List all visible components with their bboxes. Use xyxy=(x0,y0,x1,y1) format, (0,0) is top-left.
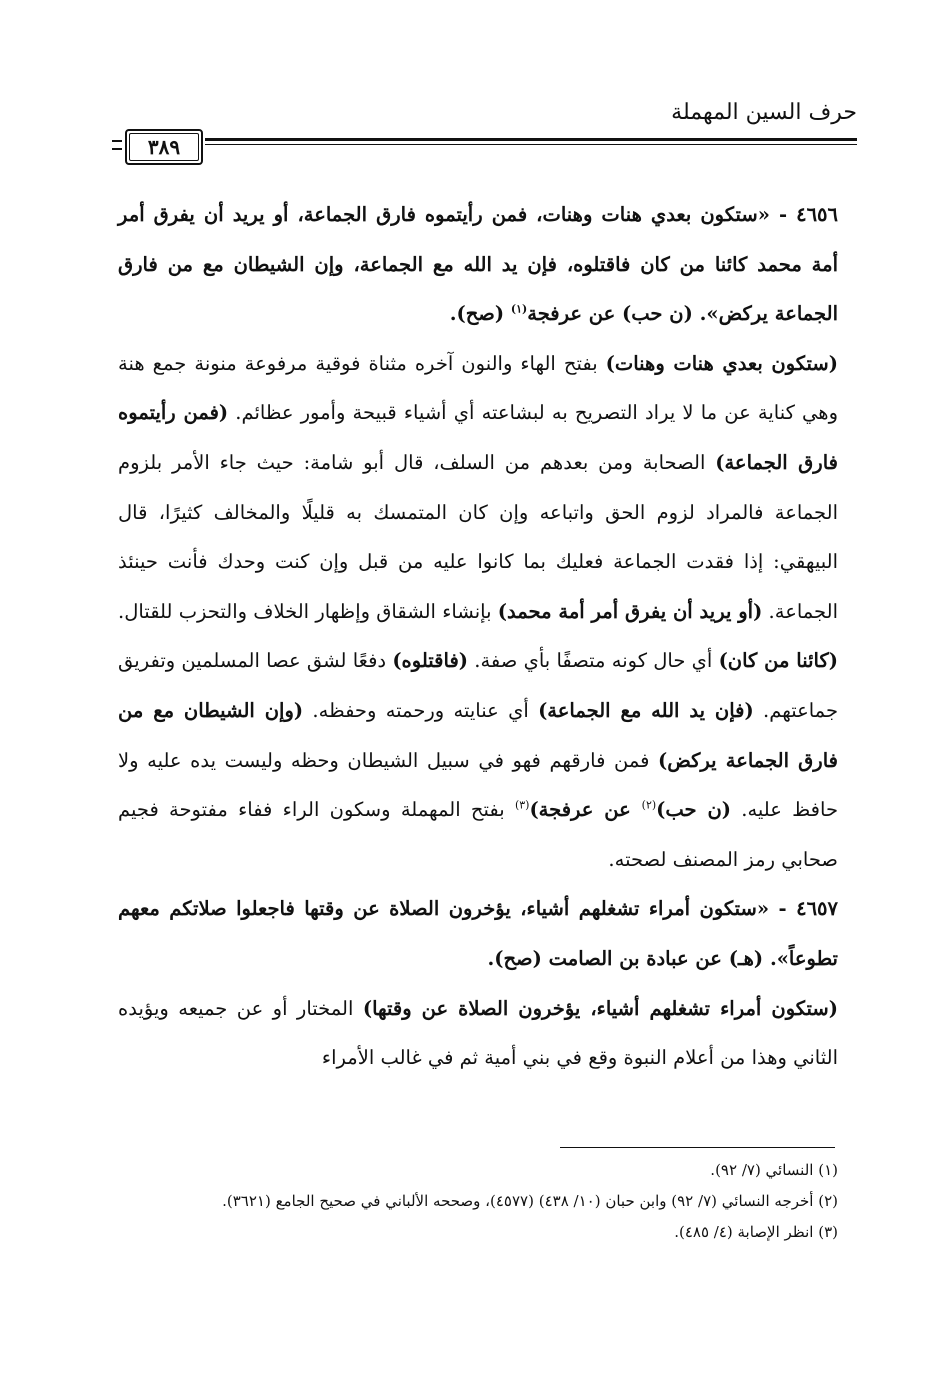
page-number-ornament xyxy=(112,140,122,150)
hadith-text: «ستكون بعدي هنات وهنات، فمن رأيتموه فارق الجماعة، أو يريد أن يفرق أمر أمة محمد كائنا من كان فاقتلوه، فإن يد الله مع الجماعة، وإن الشيطان مع من فارق الجماعة يركض». xyxy=(118,203,838,326)
footnote-marker[interactable]: (١) xyxy=(510,302,528,316)
main-text xyxy=(118,190,838,1083)
header-rule-thin xyxy=(205,144,857,145)
footnote-marker[interactable]: (٢) xyxy=(641,798,657,812)
hadith-number: ٤٦٥٦ xyxy=(796,203,838,226)
hadith-text: «ستكون أمراء تشغلهم أشياء، يؤخرون الصلاة عن وقتها فاجعلوا صلاتكم معهم تطوعاً». xyxy=(118,897,838,970)
footnote-2: (٢) أخرجه النسائي (٧/ ٩٢) وابن حبان (١٠/ ٤٣٨) (٤٥٧٧)، وصححه الألباني في صحيح الجامع (٣٦٢١). xyxy=(222,1192,838,1210)
footnote-1: (١) النسائي (٧/ ٩٢). xyxy=(710,1161,838,1179)
footnotes xyxy=(118,1156,838,1249)
header-rule-thick xyxy=(205,138,857,141)
page-number-text: ٣٨٩ xyxy=(147,135,181,159)
chapter-title: حرف السين المهملة xyxy=(671,100,857,125)
footnote-3: (٣) انظر الإصابة (٤/ ٤٨٥). xyxy=(674,1223,838,1241)
hadith-number: ٤٦٥٧ xyxy=(796,897,839,921)
hadith-4656: ٤٦٥٦ - «ستكون بعدي هنات وهنات، فمن رأيتموه فارق الجماعة، أو يريد أن يفرق أمر أمة محمد كائنا من كان فاقتلوه، فإن يد الله مع الجماعة، وإن الشيطان مع من فارق الجماعة يركض». (ن حب) عن عرفجة$^{(١)}$ (صح). xyxy=(118,203,838,326)
commentary-4657: (ستكون أمراء تشغلهم أشياء، يؤخرون الصلاة عن وقتها) المختار أو عن جميعه ويؤيده الثاني وهذا من أعلام النبوة وقع في بني أمية ثم في غالب الأمراء xyxy=(118,996,838,1070)
hadith-reference: (ن حب) عن عرفجة xyxy=(527,302,700,326)
footnote-separator xyxy=(560,1147,835,1148)
commentary-4656: (ستكون بعدي هنات وهنات) بفتح الهاء والنون آخره مثناة فوقية مرفوعة منونة جمع هنة وهي كناية عن ما لا يراد التصريح به لبشاعته أي أشياء قبيحة وأمور عظائم. (فمن رأيتموه فارق الجماعة) الصحابة ومن بعدهم من السلف، قال أبو شامة: حيث جاء الأمر بلزوم الجماعة فالمراد لزوم الحق واتباعه وإن كان المتمسك به قليلًا والمخالف كثيرًا، قال البيهقي: إذا فقدت الجماعة فعليك بما كانوا عليه من قبل وإن كنت وحدك فأنت حينئذ الجماعة. (أو يريد أن يفرق أمر أمة محمد) بإنشاء الشقاق وإظهار الخلاف والتحزب للقتال. (كائنا من كان) أي حال كونه متصفًا بأي صفة. (فاقتلوه) دفعًا لشق عصا المسلمين وتفريق جماعتهم. (فإن يد الله مع الجماعة) أي عنايته ورحمته وحفظه. (وإن الشيطان مع من فارق الجماعة يركض) فمن فارقهم فهو في سبيل الشيطان وحظه وليست يده عليه ولا حافظ عليه. (ن حب)$^{(٢)}$ عن عرفجة)$^{(٣)}$ بفتح المهملة وسكون الراء ففاء مفتوحة فجيم صحابي رمز المصنف لصحته. xyxy=(118,351,839,871)
page-number xyxy=(125,129,203,165)
hadith-reference: (هـ) عن عبادة بن الصامت (صح). xyxy=(487,946,770,970)
hadith-4657: ٤٦٥٧ - «ستكون أمراء تشغلهم أشياء، يؤخرون الصلاة عن وقتها فاجعلوا صلاتكم معهم تطوعاً». (هـ) عن عبادة بن الصامت (صح). xyxy=(118,897,839,970)
footnote-marker[interactable]: (٣) xyxy=(514,798,530,812)
